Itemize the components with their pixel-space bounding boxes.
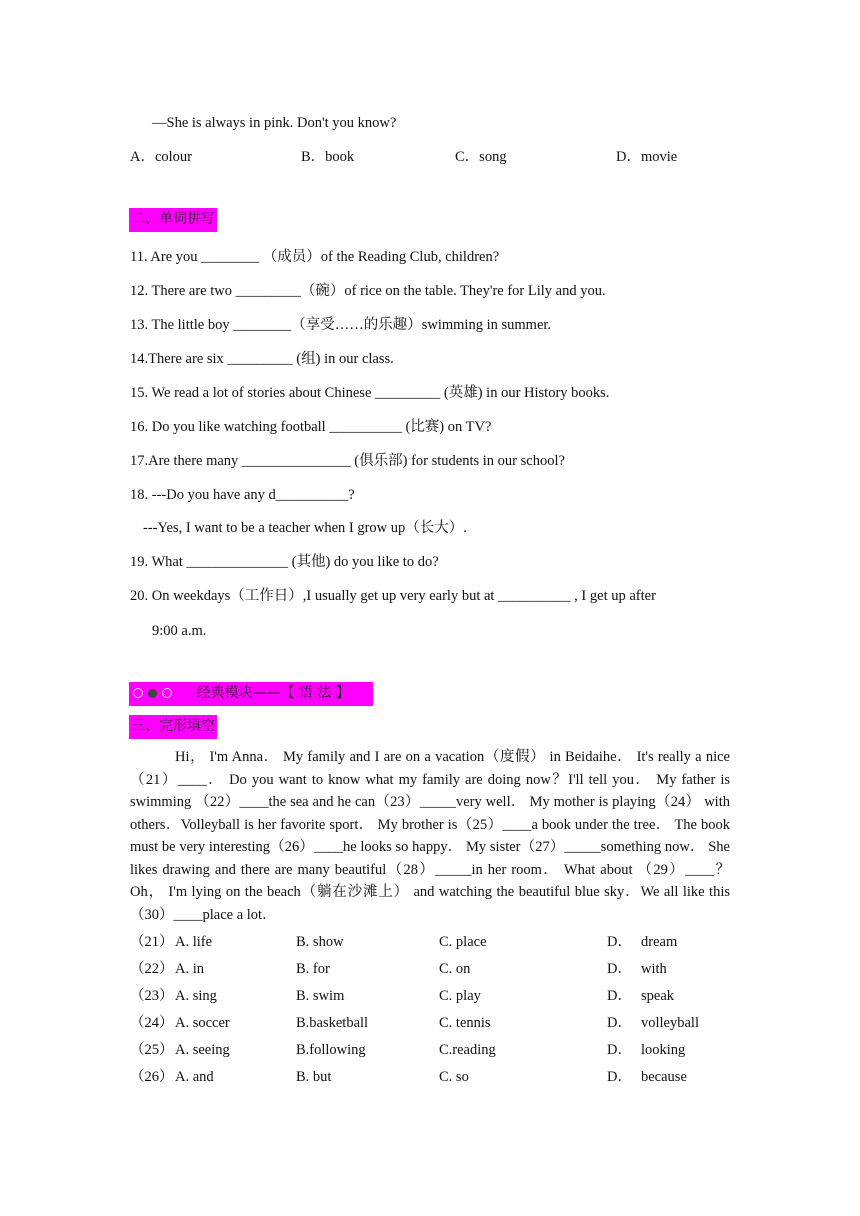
cloze-passage-text: Hi， I'm Anna． My family and I are on a vacation（度假） in Beidaihe． It's really a nice （21）____． Do you want to know what my family are doing now？I'll tell you． My father is swimming （22）____the sea and he can（23）_____very well． My mother is playing（24） with others．Volleyball is her favorite sport． My brother is（25）____a book under the tree． The book must be very interesting（26）____he looks so happy． My sister（27）_____something now． She likes drawing and there are many beautiful（28）_____in her room． What about （29）____？ Oh， I'm lying on the beach（躺在沙滩上） and watching the beautiful blue sky．We all like this（30）____place a lot． xyxy=(130,749,730,923)
option-a: A．colour xyxy=(130,149,193,165)
spelling-item-12: 12. There are two _________（碗）of rice on the table. They're for Lily and you. xyxy=(130,283,606,299)
section-heading-spelling: 二、单词拼写 xyxy=(129,208,217,232)
spelling-item-16: 16. Do you like watching football __________ (比赛) on TV? xyxy=(130,419,492,435)
choice-a: A. soccer xyxy=(175,1015,230,1031)
spelling-item-18-answer: ---Yes, I want to be a teacher when I grow up（长大）. xyxy=(143,520,467,536)
choice-d: D． xyxy=(607,961,632,977)
dot-icon xyxy=(148,689,157,698)
module-heading-text: 经典模块——【 语 法 】 xyxy=(196,685,350,701)
spelling-item-17: 17.Are there many _______________ (俱乐部) for students in our school? xyxy=(130,453,565,469)
spelling-item-14: 14.There are six _________ (组) in our class. xyxy=(130,351,394,367)
choice-d: D． xyxy=(607,1069,632,1085)
choice-a: A. life xyxy=(175,934,213,950)
spelling-item-20-cont: 9:00 a.m. xyxy=(152,623,207,639)
choice-c: C. on xyxy=(439,961,471,977)
ring-icon xyxy=(133,688,143,698)
spelling-item-19: 19. What ______________ (其他) do you like to do? xyxy=(130,554,439,570)
choice-d-text: looking xyxy=(641,1042,686,1058)
choice-b: B. but xyxy=(296,1069,332,1085)
question-number: （22） xyxy=(130,961,174,977)
spelling-item-11: 11. Are you ________ （成员）of the Reading Club, children? xyxy=(130,249,500,265)
choice-d-text: because xyxy=(641,1069,687,1085)
choice-b: B.basketball xyxy=(296,1015,369,1031)
cloze-passage xyxy=(130,746,730,926)
choice-c: C. tennis xyxy=(439,1015,491,1031)
choice-d: D． xyxy=(607,988,632,1004)
spelling-item-20: 20. On weekdays（工作日）,I usually get up very early but at __________ , I get up after xyxy=(130,588,656,604)
choice-d: D． xyxy=(607,1042,632,1058)
choice-b: B. swim xyxy=(296,988,345,1004)
choice-b: B. show xyxy=(296,934,344,950)
spelling-item-13: 13. The little boy ________（享受……的乐趣）swimming in summer. xyxy=(130,317,552,333)
choice-c: C. play xyxy=(439,988,481,1004)
choice-b: B.following xyxy=(296,1042,366,1058)
choice-a: A. seeing xyxy=(175,1042,230,1058)
choice-d: D． xyxy=(607,1015,632,1031)
spelling-item-18: 18. ---Do you have any d__________? xyxy=(130,487,355,503)
choice-a: A. and xyxy=(175,1069,214,1085)
choice-b: B. for xyxy=(296,961,330,977)
question-number: （23） xyxy=(130,988,174,1004)
dialog-line: —She is always in pink. Don't you know? xyxy=(152,115,397,131)
question-number: （24） xyxy=(130,1015,174,1031)
spelling-item-15: 15. We read a lot of stories about Chinese _________ (英雄) in our History books. xyxy=(130,385,610,401)
question-number: （26） xyxy=(130,1069,174,1085)
choice-a: A. in xyxy=(175,961,204,977)
ring-icon xyxy=(162,688,172,698)
question-number: （25） xyxy=(130,1042,174,1058)
option-c: C．song xyxy=(455,149,507,165)
option-d: D．movie xyxy=(616,149,678,165)
choice-d-text: speak xyxy=(641,988,675,1004)
choice-d-text: volleyball xyxy=(641,1015,699,1031)
choice-c: C.reading xyxy=(439,1042,496,1058)
module-heading xyxy=(129,682,373,706)
choice-c: C. place xyxy=(439,934,487,950)
section-heading-cloze: 三、完形填空 xyxy=(129,715,217,739)
choice-c: C. so xyxy=(439,1069,469,1085)
choice-d: D． xyxy=(607,934,632,950)
choice-a: A. sing xyxy=(175,988,217,1004)
option-b: B．book xyxy=(301,149,355,165)
choice-d-text: with xyxy=(641,961,667,977)
choice-d-text: dream xyxy=(641,934,678,950)
question-number: （21） xyxy=(130,934,174,950)
